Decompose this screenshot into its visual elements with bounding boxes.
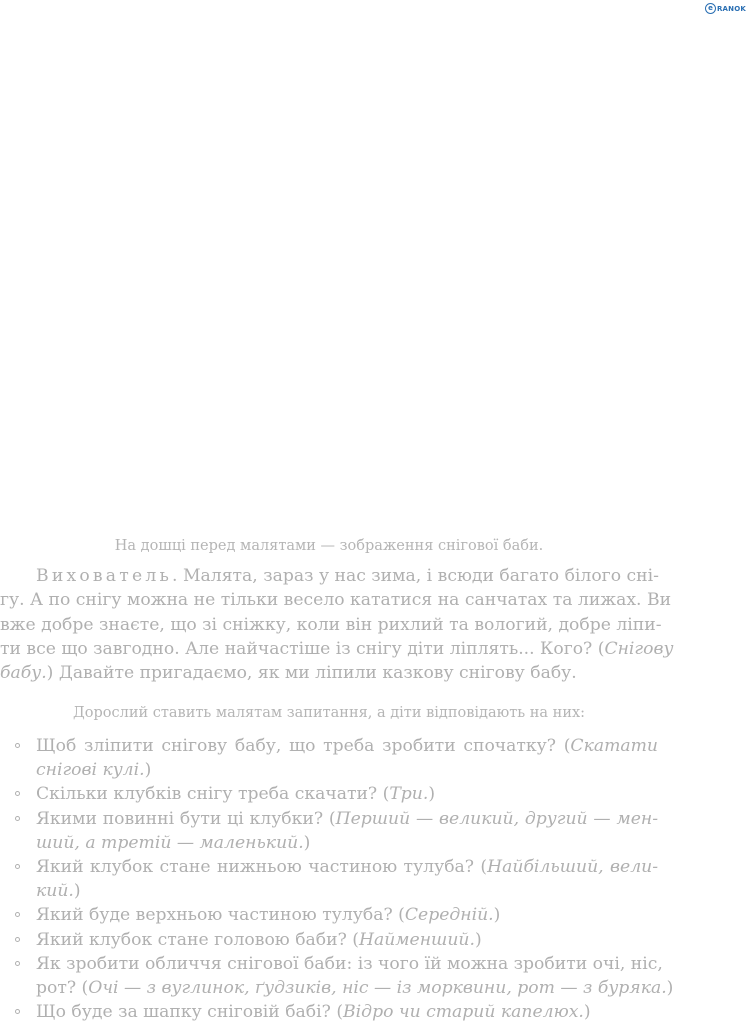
question-instruction: Дорослий ставить малятам запитання, а діти відповідають на них: [72,705,586,721]
list-item: Який клубок стане нижньою частиною тулуба? (Найбільший, вели- кий.) [0,855,658,903]
bullet-icon [15,937,20,942]
answer-text: бабу. [0,663,47,684]
answer-text: Відро чи старий капелюх. [343,1002,584,1023]
bullet-icon [15,1009,20,1014]
bullet-icon [15,864,20,869]
answer-text: ший, а третій — маленький. [36,832,304,853]
bullet-icon [15,816,20,821]
answer-text: Найменший. [359,929,475,950]
paragraph-line: ти все що завгодно. Але найчастіше із снігу діти ліплять... Кого? (Снігову [0,638,674,659]
list-item: Що буде за шапку сніговій бабі? (Відро чи старий капелюх.) [0,1000,658,1024]
answer-text: Три. [389,784,429,805]
speaker-name: Вихователь [36,566,173,586]
answer-text: Середній. [404,905,494,926]
question-list [0,734,674,1024]
answer-text: снігові кулі. [36,760,145,781]
list-item: Як зробити обличчя снігової баби: із чого їй можна зробити очі, ніс, рот? (Очі — з вуглинок, ґудзиків, ніс — із морквини, рот — з буряка.) [0,952,658,1000]
bullet-icon [15,791,20,796]
bullet-icon [15,912,20,917]
teacher-paragraph [0,564,674,685]
answer-text: Перший — великий, другий — мен- [335,808,659,829]
answer-text: Найбільший, вели- [487,857,659,878]
list-item: Якими повинні бути ці клубки? (Перший — великий, другий — мен- ший, а третій — маленький.) [0,807,658,855]
bullet-icon [15,743,20,748]
list-item: Щоб зліпити снігову бабу, що треба зробити спочатку? (Скатати снігові кулі.) [0,734,658,782]
answer-text: Снігову [604,638,674,659]
list-item: Який клубок стане головою баби? (Найменший.) [0,928,658,952]
paragraph-line: Вихователь. Малята, зараз у нас зима, і всюди багато білого сні- [36,566,659,586]
list-item: Скільки клубків снігу треба скачати? (Три.) [0,782,658,806]
answer-text: кий. [36,881,74,902]
answer-text: Очі — з вуглинок, ґудзиків, ніс — із морквини, рот — з буряка. [88,978,667,999]
logo-text: RANOK [716,4,746,13]
publisher-logo [705,3,746,14]
intro-stage-direction: На дошці перед малятами — зображення снігової баби. [114,538,544,554]
paragraph-line: вже добре знаєте, що зі сніжку, коли він рихлий та вологий, добре ліпи- [0,614,662,635]
bullet-icon [15,961,20,966]
paragraph-line: гу. А по снігу можна не тільки весело кататися на санчатах та лижах. Ви [0,590,672,611]
paragraph-line: бабу.) Давайте пригадаємо, як ми ліпили казкову снігову бабу. [0,663,577,684]
answer-text: Скатати [570,736,658,756]
logo-e-icon: e [705,3,716,14]
list-item: Який буде верхньою частиною тулуба? (Середній.) [0,903,658,927]
